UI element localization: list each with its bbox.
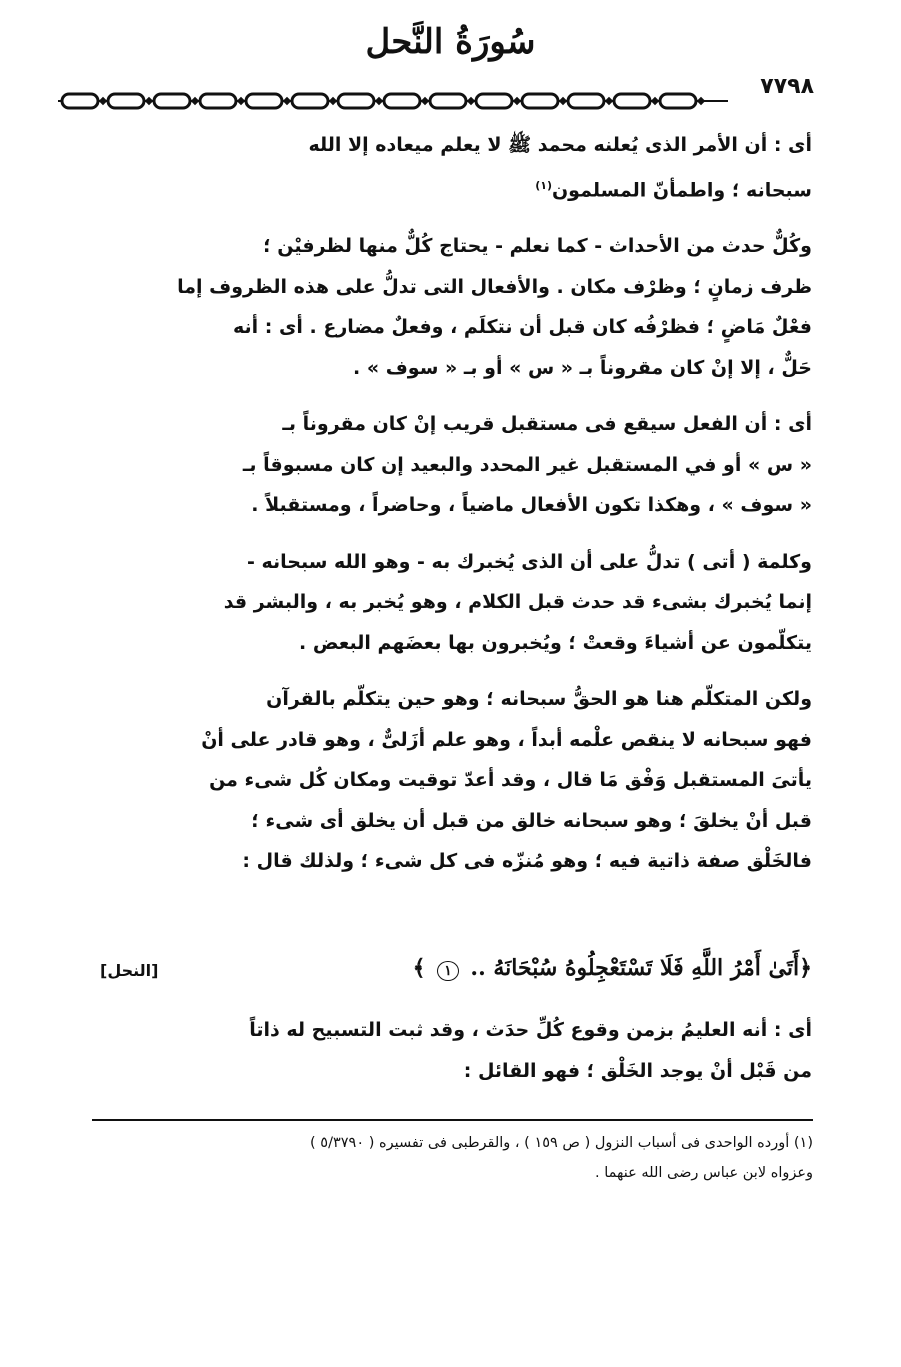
paragraph-6 [100, 1010, 812, 1091]
text-line: ولكن المتكلّم هنا هو الحقُّ سبحانه ؛ وهو حين يتكلّم بالقرآن [266, 688, 812, 711]
text-line: يأتىَ المستقبل وَفْق مَا قال ، وقد أعدّ توقيت ومكان كُل شىء من [209, 769, 812, 792]
footnote-line: وعزواه لابن عباس رضى الله عنهما . [595, 1165, 813, 1181]
footnote-ref[interactable]: (١) [535, 178, 552, 192]
text-line: فالخَلْق صفة ذاتية فيه ؛ وهو مُنزّه فى كل شىء ؛ ولذلك قال : [242, 850, 812, 873]
text-line: قبل أنْ يخلقَ ؛ وهو سبحانه خالق من قبل أن يخلق أى شىء ؛ [251, 809, 812, 832]
text-line: حَلٌّ ، إلا إنْ كان مقروناً بـ « س » أو بـ « سوف » . [353, 356, 812, 379]
verse-text: ﴿أَتَىٰ أَمْرُ اللَّهِ فَلَا تَسْتَعْجِلُوهُ سُبْحَانَهُ .. [470, 955, 812, 981]
text-line: فهو سبحانه لا ينقص علْمه أبداً ، وهو علم أزَلىٌّ ، وهو قادر على أنْ [201, 728, 812, 751]
surah-title: سُورَةُ النَّحل [365, 22, 536, 62]
text-line: من قَبْل أنْ يوجد الخَلْق ؛ فهو القائل : [463, 1059, 812, 1082]
verse-reference: [النحل] [100, 961, 159, 980]
paragraph-1 [100, 125, 812, 210]
text-line: « سوف » ، وهكذا تكون الأفعال ماضياً ، وحاضراً ، ومستقبلاً . [251, 494, 812, 517]
text-line: ظرف زمانٍ ؛ وظرْف مكان . والأفعال التى تدلُّ على هذه الظروف إما [177, 275, 812, 298]
verse-number: ١ [437, 961, 459, 981]
quran-verse [413, 955, 812, 981]
text-line: أى : أنه العليمُ بزمن وقوع كُلِّ حدَث ، وقد ثبت التسبيح له ذاتاً [249, 1019, 812, 1041]
footnote-line: (١) أورده الواحدى فى أسباب النزول ( ص ١٥٩ ) ، والقرطبى فى تفسيره ( ٥/٣٧٩٠ ) [310, 1135, 813, 1151]
paragraph-4 [100, 542, 812, 664]
footnote-divider [92, 1119, 813, 1121]
text-line: فعْلٌ مَاضٍ ؛ فظرْفُه كان قبل أن نتكلَم ، وفعلٌ مضارع . أى : أنه [233, 316, 812, 339]
text-line: أى : أن الأمر الذى يُعلنه محمد ﷺ لا يعلم ميعاده إلا الله [308, 134, 812, 156]
text-line: إنما يُخبرك بشىء قد حدث قبل الكلام ، وهو يُخبر به ، والبشر قد [223, 591, 812, 614]
verse-close-bracket: ﴾ [412, 955, 426, 981]
quran-verse-row [100, 955, 812, 995]
body-text [100, 125, 812, 898]
paragraph-5 [100, 679, 812, 882]
text-line [100, 166, 812, 211]
text-segment: سبحانه ؛ واطمأنّ المسلمون [551, 178, 812, 201]
paragraph-2 [100, 226, 812, 388]
footnote [90, 1128, 813, 1188]
text-line: وكُلٌّ حدث من الأحداث - كما نعلم - يحتاج كُلٌّ منها لظرفيْن ؛ [263, 235, 812, 258]
page-number: ٧٧٩٨ [760, 74, 814, 99]
paragraph-3 [100, 404, 812, 526]
text-line: يتكلّمون عن أشياءَ وقعتْ ؛ ويُخبرون بها بعضَهم البعض . [299, 631, 812, 654]
text-line: وكلمة ( أتى ) تدلُّ على أن الذى يُخبرك به - وهو الله سبحانه - [246, 550, 812, 573]
text-line: « س » أو في المستقبل غير المحدد والبعيد إن كان مسبوقاً بـ [242, 453, 812, 476]
text-line: أى : أن الفعل سيقع فى مستقبل قريب إنْ كان مقروناً بـ [282, 413, 812, 436]
ornament-border [58, 86, 728, 116]
